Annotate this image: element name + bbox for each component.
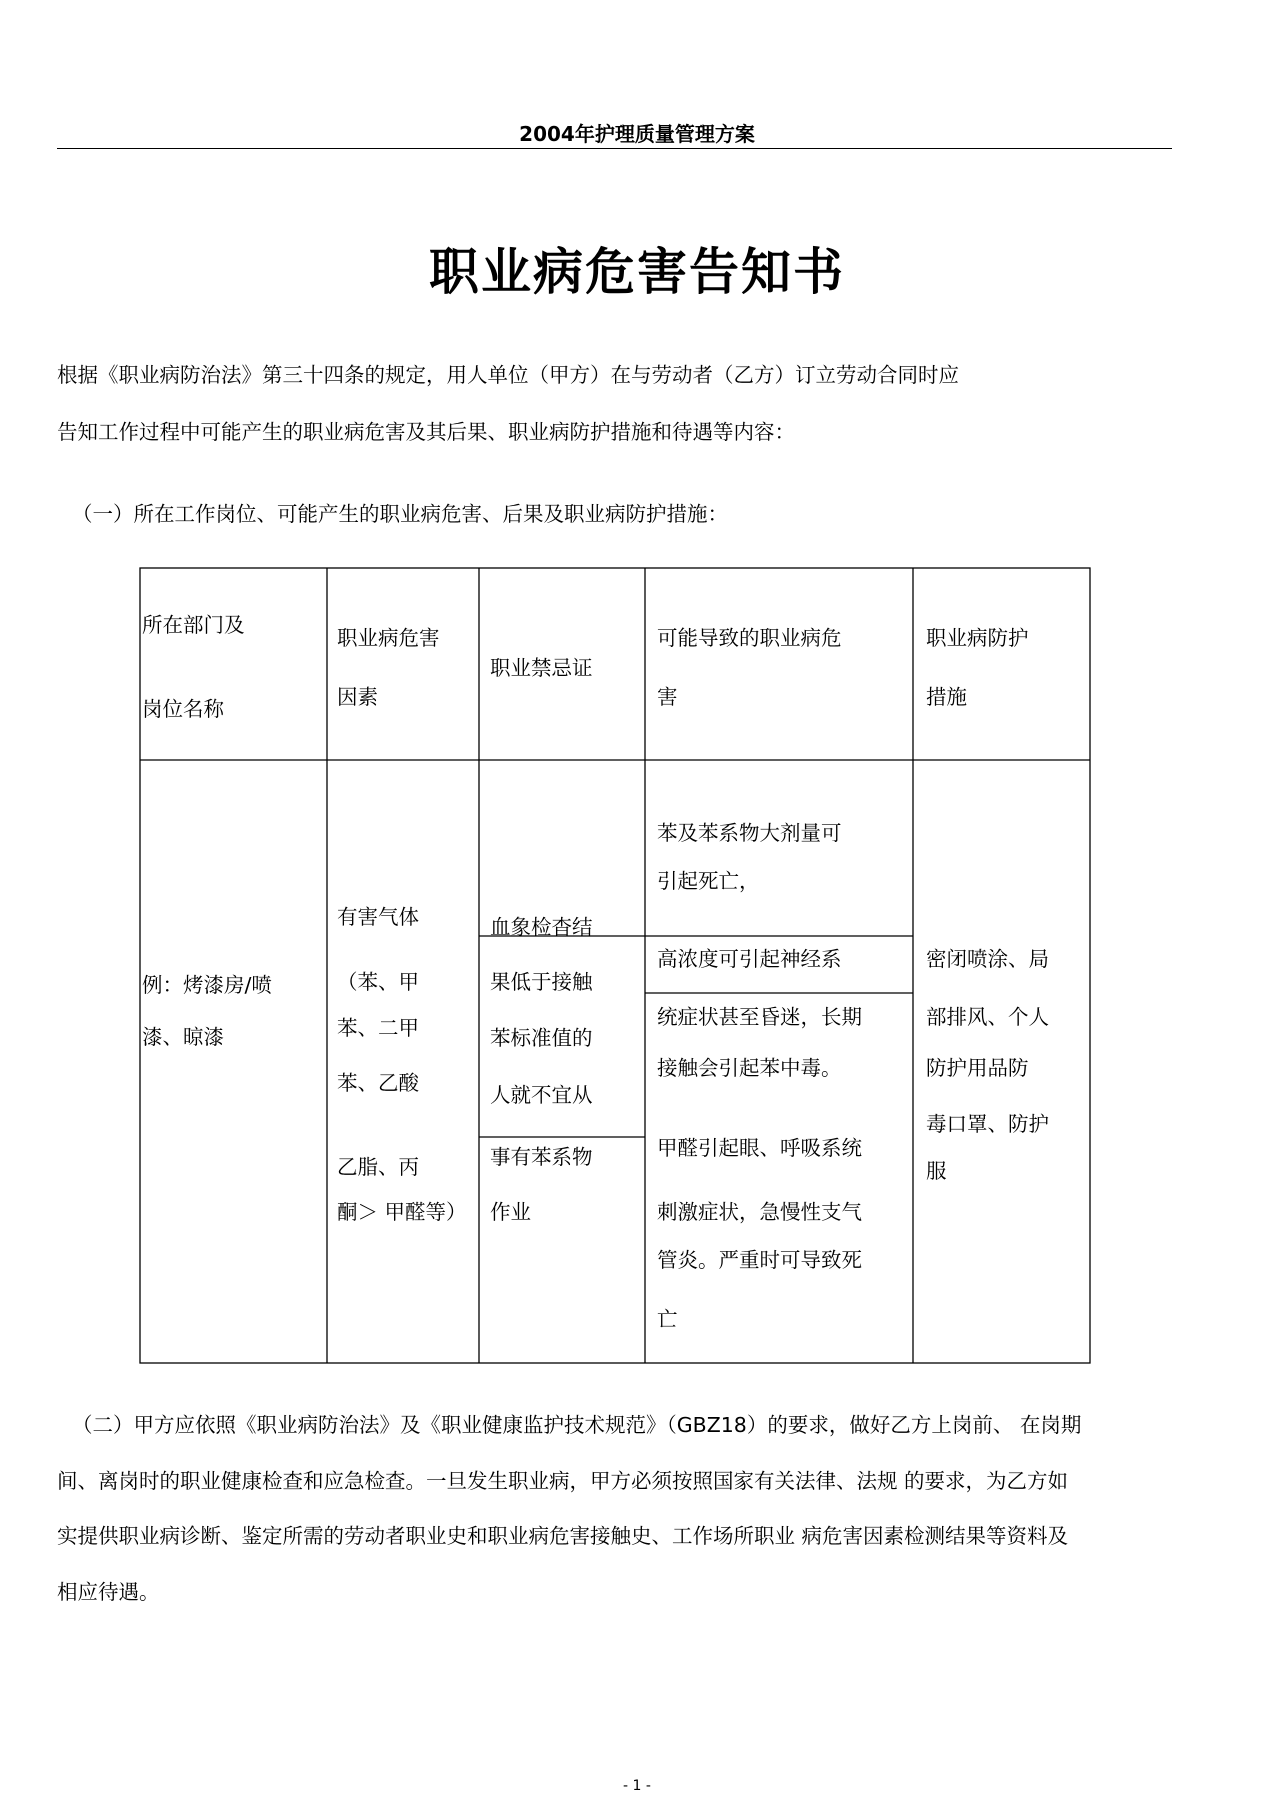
row-col5-line3: 防护用品防 — [926, 1056, 1029, 1080]
row-col4-line5: 接触会引起苯中毒。 — [657, 1056, 842, 1080]
row-col2-line5: 乙脂、丙 — [337, 1155, 419, 1179]
row-col5-line1: 密闭喷涂、局 — [926, 947, 1049, 971]
section-2-line-3: 实提供职业病诊断、鉴定所需的劳动者职业史和职业病危害接触史、工作场所职业 病危害因素检测结果等资料及 — [57, 1524, 1069, 1548]
header-col2-line1: 职业病危害 — [337, 626, 440, 650]
header-col3-line1: 职业禁忌证 — [490, 656, 593, 680]
row-col2-line6: 酮＞ 甲醛等） — [337, 1200, 467, 1224]
running-header: 2004年护理质量管理方案 — [519, 122, 755, 146]
document-title: 职业病危害告知书 — [429, 243, 845, 301]
row-col3-line3: 苯标准值的 — [490, 1026, 593, 1050]
row-col4-line9: 亡 — [657, 1307, 678, 1331]
row-col3-line1: 血象检杳结 — [490, 915, 593, 939]
row-col5-line4: 毒口罩、防护 — [926, 1112, 1049, 1136]
row-col1-line1: 例：烤漆房/喷 — [142, 973, 272, 997]
section-1-heading: （一）所在工作岗位、可能产生的职业病危害、后果及职业病防护措施： — [72, 502, 728, 526]
section-2-line-2: 间、离岗时的职业健康检查和应急检查。一旦发生职业病，甲方必须按照国家有关法律、法规 的要求，为乙方如 — [57, 1469, 1069, 1493]
row-col4-line7: 刺激症状，急慢性支气 — [657, 1200, 862, 1224]
intro-line-2: 告知工作过程中可能产生的职业病危害及其后果、职业病防护措施和待遇等内容： — [57, 420, 795, 444]
row-col4-line4: 统症状甚至昏迷，长期 — [657, 1005, 862, 1029]
row-col3-line6: 作业 — [490, 1200, 531, 1224]
row-col2-line1: 有害气体 — [337, 905, 419, 929]
header-col4-line1: 可能导致的职业病危 — [657, 626, 842, 650]
row-col2-line3: 苯、二甲 — [337, 1016, 419, 1040]
section-2-line-4: 相应待遇。 — [57, 1580, 160, 1604]
row-col4-line8: 管炎。严重时可导致死 — [657, 1248, 862, 1272]
header-col4-line2: 害 — [657, 685, 678, 709]
header-col5-line1: 职业病防护 — [926, 626, 1029, 650]
intro-line-1: 根据《职业病防治法》第三十四条的规定，用人单位（甲方）在与劳动者（乙方）订立劳动合同时应 — [57, 363, 959, 387]
row-col2-line2: （苯、甲 — [337, 970, 419, 994]
row-col3-line5: 事有苯系物 — [490, 1145, 593, 1169]
row-col4-line6: 甲醛引起眼、呼吸系统 — [657, 1136, 862, 1160]
header-col5-line2: 措施 — [926, 685, 967, 709]
section-2-line-1: （二）甲方应依照《职业病防治法》及《职业健康监护技术规范》（GBZ18）的要求，做好乙方上岗前、 在岗期 — [72, 1413, 1082, 1437]
header-col1-line1: 所在部门及 — [142, 613, 245, 637]
row-col4-line1: 苯及苯系物大剂量可 — [657, 821, 842, 845]
header-col1-line2: 岗位名称 — [142, 697, 224, 721]
row-col2-line4: 苯、乙酸 — [337, 1071, 419, 1095]
header-col2-line2: 因素 — [337, 685, 378, 709]
row-col4-line2: 引起死亡， — [657, 869, 760, 893]
row-col1-line2: 漆、晾漆 — [142, 1025, 224, 1049]
row-col5-line5: 服 — [926, 1159, 947, 1183]
row-col3-line4: 人就不宜从 — [490, 1083, 593, 1107]
row-col3-line2: 果低于接触 — [490, 970, 593, 994]
page-number: - 1 - — [623, 1778, 651, 1794]
row-col4-line3: 高浓度可引起神经系 — [657, 947, 842, 971]
row-col5-line2: 部排风、个人 — [926, 1005, 1049, 1029]
